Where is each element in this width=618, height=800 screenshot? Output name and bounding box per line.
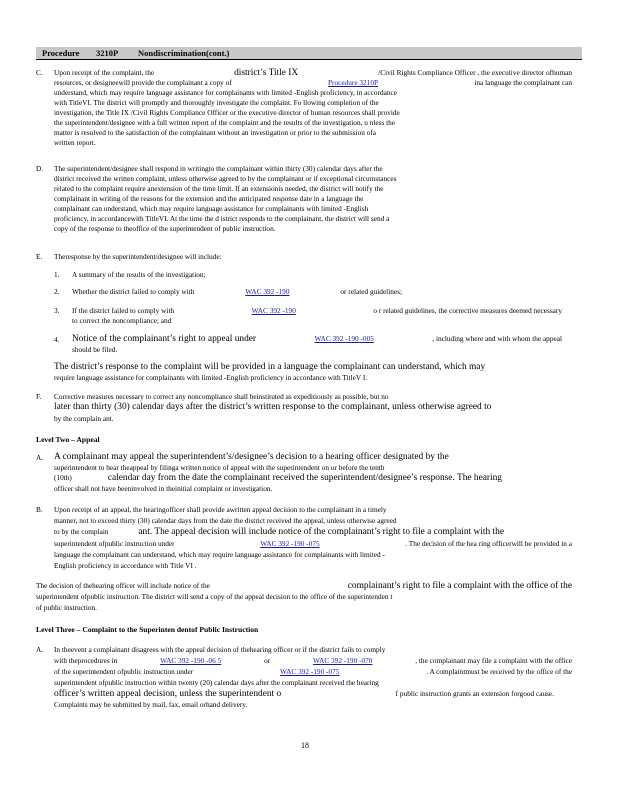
level-two-b-line: Upon receipt of an appeal, the hearingofficer shall provide awritten appeal decision to the complainant in a timely xyxy=(54,505,387,514)
section-e-intro: Theresponse by the superintendent/designee will include: xyxy=(54,252,222,261)
wac-392-190-link[interactable]: WAC 392 -190 xyxy=(245,287,290,296)
level-two-after-line: of public instruction. xyxy=(36,603,98,612)
level-two-b-line: to by the complain ant. The appeal decision will include notice of the complainant’s right to file a complaint with the xyxy=(54,527,504,537)
wac-392-190-075-link[interactable]: WAC 392 -190 -075 xyxy=(280,667,340,676)
section-c-line: matter is resolved to the satisfaction of the complainant without an investigation or prior to the submission ofa xyxy=(54,128,377,137)
item-number: 1. xyxy=(54,270,60,279)
list-item: Notice of the complainant’s right to appeal under WAC 392 -190 -005 , including where and with whom the appeal xyxy=(72,334,562,344)
list-item-line2: should be filed. xyxy=(72,345,118,354)
section-d-line: district received the written complaint, unless otherwise agreed to by the complainant or if exceptional circumstances xyxy=(54,174,397,183)
level-three-a-label: A. xyxy=(36,645,44,654)
section-f-line: by the complain ant. xyxy=(54,414,114,423)
section-d-line: related to the complaint require anextension of the time limit. If an extensionis needed, the district will notify the xyxy=(54,184,384,193)
section-c-line: understand, which may require language assistance for complainants with limited -English proficiency, in accordance xyxy=(54,88,397,97)
level-two-a-label: A. xyxy=(36,453,44,462)
level-two-a-line: superintendent to hear theappeal by filinga written notice of appeal with the superintendent on or before the tenth xyxy=(54,463,385,472)
level-two-b-line: manner, not to exceed thirty (30) calendar days from the date the district received the appeal, unless otherwise agreed xyxy=(54,516,397,525)
section-c-line: written report. xyxy=(54,138,96,147)
procedure-title: Nondiscrimination(cont.) xyxy=(138,48,230,58)
section-d-label: D. xyxy=(36,164,44,173)
section-c-label: C. xyxy=(36,68,43,77)
level-two-a-line: A complainant may appeal the superintendent’s/designee’s decision to a hearing officer designated by the xyxy=(54,452,449,462)
level-three-a-line: Complaints may be submitted by mail, fax, email orhand delivery. xyxy=(54,700,248,709)
level-two-b-line: language the complainant can understand, which may require language assistance for complainants with limited - xyxy=(54,550,385,559)
list-item: A summary of the results of the investigation; xyxy=(72,270,206,279)
section-e-closing: The district’s response to the complaint will be provided in a language the complainant can understand, which may xyxy=(54,362,486,372)
section-d-line: proficiency, in accordancewith TitleVI. At the time the d istrict responds to the complainant, the district will send a xyxy=(54,214,390,223)
procedure-number: 3210P xyxy=(96,48,119,58)
wac-392-190-075-link[interactable]: WAC 392 -190 -075 xyxy=(260,539,320,548)
section-c-line: the superintendent/designee with a full written report of the complaint and the results of the investigation, u nless the xyxy=(54,118,396,127)
page-number: 18 xyxy=(301,741,309,750)
wac-392-190-link[interactable]: WAC 392 -190 xyxy=(251,306,296,315)
item-number: 4. xyxy=(54,335,60,344)
section-d-line: complainant can understand, which may require language assistance for complainants with limited -English xyxy=(54,204,369,213)
section-d-line: copy of the response to theoffice of the superintendent of public instruction. xyxy=(54,224,276,233)
section-f-line: later than thirty (30) calendar days after the district’s written response to the complainant, unless otherwise agreed to xyxy=(54,402,492,412)
section-c-line: investigation, the Title IX /Civil Rights Compliance Officer or the executive director of human resources shall provide xyxy=(54,108,400,117)
section-f-line: Corrective measures necessary to correct any noncompliance shall beinstituted as expeditiously as possible, but no xyxy=(54,392,389,401)
procedure-label: Procedure xyxy=(42,48,80,58)
level-three-a-line: of the superintendent ofpublic instruction under WAC 392 -190 -075 . A complaintmust be received by the office of the xyxy=(54,667,572,676)
wac-392-190-005-link[interactable]: WAC 392 -190 -005 xyxy=(314,334,374,343)
level-three-a-line: In theevent a complainant disagrees with the appeal decision of thehearing officer or if the district fails to comply xyxy=(54,645,386,654)
wac-392-190-070-link[interactable]: WAC 392 -190 -070 xyxy=(313,656,373,665)
section-f-label: F. xyxy=(36,392,42,401)
level-two-after-line: superintendent ofpublic instruction. The district will send a copy of the appeal decision to the office of the superintenden t xyxy=(36,592,393,601)
procedure-3210p-link[interactable]: Procedure 3210P xyxy=(327,78,379,87)
level-two-a-line: officer shall not have beeninvolved in theinitial complaint or investigation. xyxy=(54,484,273,493)
item-number: 3. xyxy=(54,306,60,315)
item-number: 2. xyxy=(54,287,60,296)
list-item: If the district failed to comply with WAC 392 -190 o r related guidelines, the corrective measures deemed necessary xyxy=(72,306,562,315)
list-item-line2: to correct the noncompliance; and xyxy=(72,316,172,325)
level-two-b-line: English proficiency in accordance with Title VI . xyxy=(54,561,197,570)
level-three-a-line: officer’s written appeal decision, unless the superintendent o f public instruction grants an extension forgood cause. xyxy=(54,689,554,699)
level-two-b-line: superintendent ofpublic instruction under WAC 392 -190 -075 . The decision of the hea ring officerwill be provided in a xyxy=(54,539,572,548)
level-three-a-line: superintendent ofpublic instruction within twenty (20) calendar days after the complainant received the hearing xyxy=(54,678,379,687)
level-two-heading: Level Two – Appeal xyxy=(36,435,100,444)
section-c-line: with TitleVI. The district will promptly and thoroughly investigate the complaint. Fo llowing completion of the xyxy=(54,98,379,107)
section-d-line: complainant in writing of the reasons for the extension and the anticipated response date in a language the xyxy=(54,194,364,203)
procedure-header-bar xyxy=(36,47,582,60)
level-two-after-line: The decision of thehearing officer will include notice of the complainant’s right to file a complaint with the office of the xyxy=(36,581,572,591)
section-e-closing: require language assistance for complainants with limited -English proficiency in accordance with TitleV I. xyxy=(54,373,368,382)
section-c-line: Upon receipt of the complaint, the district’s Title IX /Civil Rights Compliance Officer , the executive director ofhuman xyxy=(54,68,572,78)
level-three-heading: Level Three – Complaint to the Superinten dentof Public Instruction xyxy=(36,625,259,634)
level-two-b-label: B. xyxy=(36,505,43,514)
section-e-label: E. xyxy=(36,252,43,261)
list-item: Whether the district failed to comply with WAC 392 -190 or related guidelines; xyxy=(72,287,402,296)
section-c-line: resources, or designeewill provide the complainant a copy of Procedure 3210P ina language the complainant can xyxy=(54,78,572,87)
level-two-a-line: (10th) calendar day from the date the complainant received the superintendent/designee’s response. The hearing xyxy=(54,473,502,483)
wac-392-190-065-link[interactable]: WAC 392 -190 -06 5 xyxy=(160,656,222,665)
level-three-a-line: with theprocedures in WAC 392 -190 -06 5 or WAC 392 -190 -070 , the complainant may file a complaint with the office xyxy=(54,656,572,665)
section-d-line: The superintendent/designee shall respond in writingto the complainant within thirty (30) calendar days after the xyxy=(54,164,383,173)
